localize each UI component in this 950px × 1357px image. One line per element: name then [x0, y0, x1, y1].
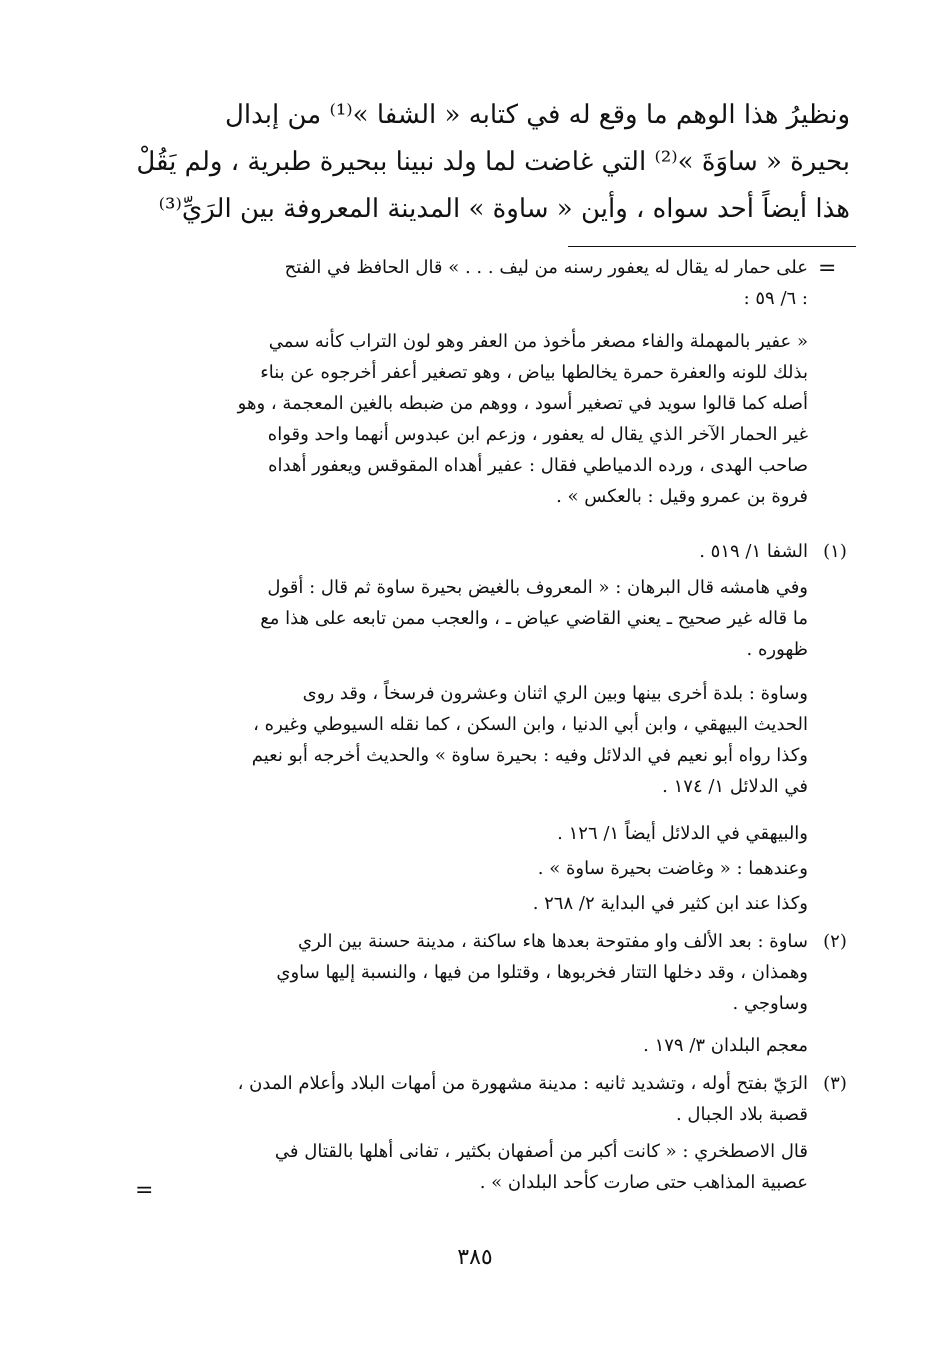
main-text-line: هذا أيضاً أحد سواه ، وأين « ساوة » المدينة المعروفة بين الرَيِّ⁽³⁾: [158, 194, 850, 224]
footnote-1-para: [148, 853, 808, 884]
footnote-line: والبيهقي في الدلائل أيضاً ١/ ١٢٦ .: [557, 823, 808, 844]
footnote-line: غير الحمار الآخر الذي يقال له يعفور ، وزعم ابن عبدوس أنهما واحد وقواه: [267, 424, 808, 445]
footnote-line: صاحب الهدى ، ورده الدمياطي فقال : عفير أهداه المقوقس ويعفور أهداه: [268, 455, 808, 476]
footnote-line: قصبة بلاد الجبال .: [675, 1104, 808, 1125]
main-text: [130, 92, 850, 233]
footnote-2: [148, 926, 808, 1019]
footnote-continuation: [148, 252, 808, 314]
continuation-mark: =: [818, 256, 837, 281]
continuation-mark: =: [135, 1178, 154, 1203]
footnote-quote: [148, 326, 808, 512]
footnote-line: وفي هامشه قال البرهان : « المعروف بالغيض بحيرة ساوة ثم قال : أقول: [267, 577, 808, 598]
footnote-line: معجم البلدان ٣/ ١٧٩ .: [643, 1035, 808, 1056]
footnote-line: قال الاصطخري : « كانت أكبر من أصفهان بكثير ، تفانى أهلها بالقتال في: [274, 1141, 808, 1162]
footnote-line: أصله كما قالوا سويد في تصغير أسود ، ووهم من ضبطه بالغين المعجمة ، وهو: [237, 393, 808, 414]
footnote-separator: [568, 246, 856, 247]
footnote-line: الرَيّ بفتح أوله ، وتشديد ثانيه : مدينة مشهورة من أمهات البلاد وأعلام المدن ،: [237, 1073, 808, 1094]
footnote-line: الحديث البيهقي ، وابن أبي الدنيا ، وابن السكن ، كما نقله السيوطي وغيره ،: [253, 714, 808, 735]
footnote-line: ما قاله غير صحيح ـ يعني القاضي عياض ـ ، والعجب ممن تابعه على هذا مع: [260, 608, 808, 629]
footnote-2-ref: [148, 1030, 808, 1061]
footnote-3-para: [148, 1136, 808, 1198]
footnote-1-ref: [148, 536, 808, 567]
page-number: ٣٨٥: [457, 1245, 493, 1270]
footnote-line: : ٦/ ٥٩ :: [743, 288, 808, 309]
footnote-line: في الدلائل ١/ ١٧٤ .: [662, 776, 808, 797]
footnote-3: [148, 1068, 808, 1130]
footnote-line: بذلك للونه والعفرة حمرة يخالطها بياض ، وهو تصغير أعفر أخرجوه عن بناء: [260, 362, 808, 383]
footnote-line: ساوة : بعد الألف واو مفتوحة بعدها هاء ساكنة ، مدينة حسنة بين الري: [298, 931, 808, 952]
footnote-1-para: [148, 678, 808, 802]
footnote-line: وكذا عند ابن كثير في البداية ٢/ ٢٦٨ .: [532, 893, 808, 914]
footnote-line: وساوجي .: [732, 993, 808, 1014]
footnote-line: وساوة : بلدة أخرى بينها وبين الري اثنان وعشرون فرسخاً ، وقد روى: [302, 683, 808, 704]
footnote-line: وكذا رواه أبو نعيم في الدلائل وفيه : بحيرة ساوة » والحديث أخرجه أبو نعيم: [251, 745, 808, 766]
footnote-line: وعندهما : « وغاضت بحيرة ساوة » .: [537, 858, 808, 879]
footnote-line: وهمذان ، وقد دخلها التتار فخربوها ، وقتلوا من فيها ، والنسبة إليها ساوي: [276, 962, 808, 983]
footnote-number: (١): [823, 541, 847, 562]
footnote-1-para: [148, 888, 808, 919]
footnote-line: الشفا ١/ ٥١٩ .: [699, 541, 808, 562]
footnote-1-para: [148, 818, 808, 849]
main-text-line: ونظيرُ هذا الوهم ما وقع له في كتابه « الشفا »⁽¹⁾ من إبدال: [225, 100, 850, 130]
footnote-line: « عفير بالمهملة والفاء مصغر مأخوذ من العفر وهو لون التراب كأنه سمي: [268, 331, 808, 352]
main-text-line: بحيرة « ساوَةَ »⁽²⁾ التي غاضت لما ولد نبينا ببحيرة طبرية ، ولم يَقُلْ: [136, 147, 850, 177]
footnote-line: ظهوره .: [746, 639, 808, 660]
footnote-number: (٣): [823, 1073, 847, 1094]
footnote-number: (٢): [823, 931, 847, 952]
footnote-line: عصبية المذاهب حتى صارت كأحد البلدان » .: [479, 1172, 808, 1193]
footnote-line: فروة بن عمرو وقيل : بالعكس » .: [556, 486, 808, 507]
footnote-1-para: [148, 572, 808, 665]
footnote-line: على حمار له يقال له يعفور رسنه من ليف . . . » قال الحافظ في الفتح: [284, 257, 808, 278]
